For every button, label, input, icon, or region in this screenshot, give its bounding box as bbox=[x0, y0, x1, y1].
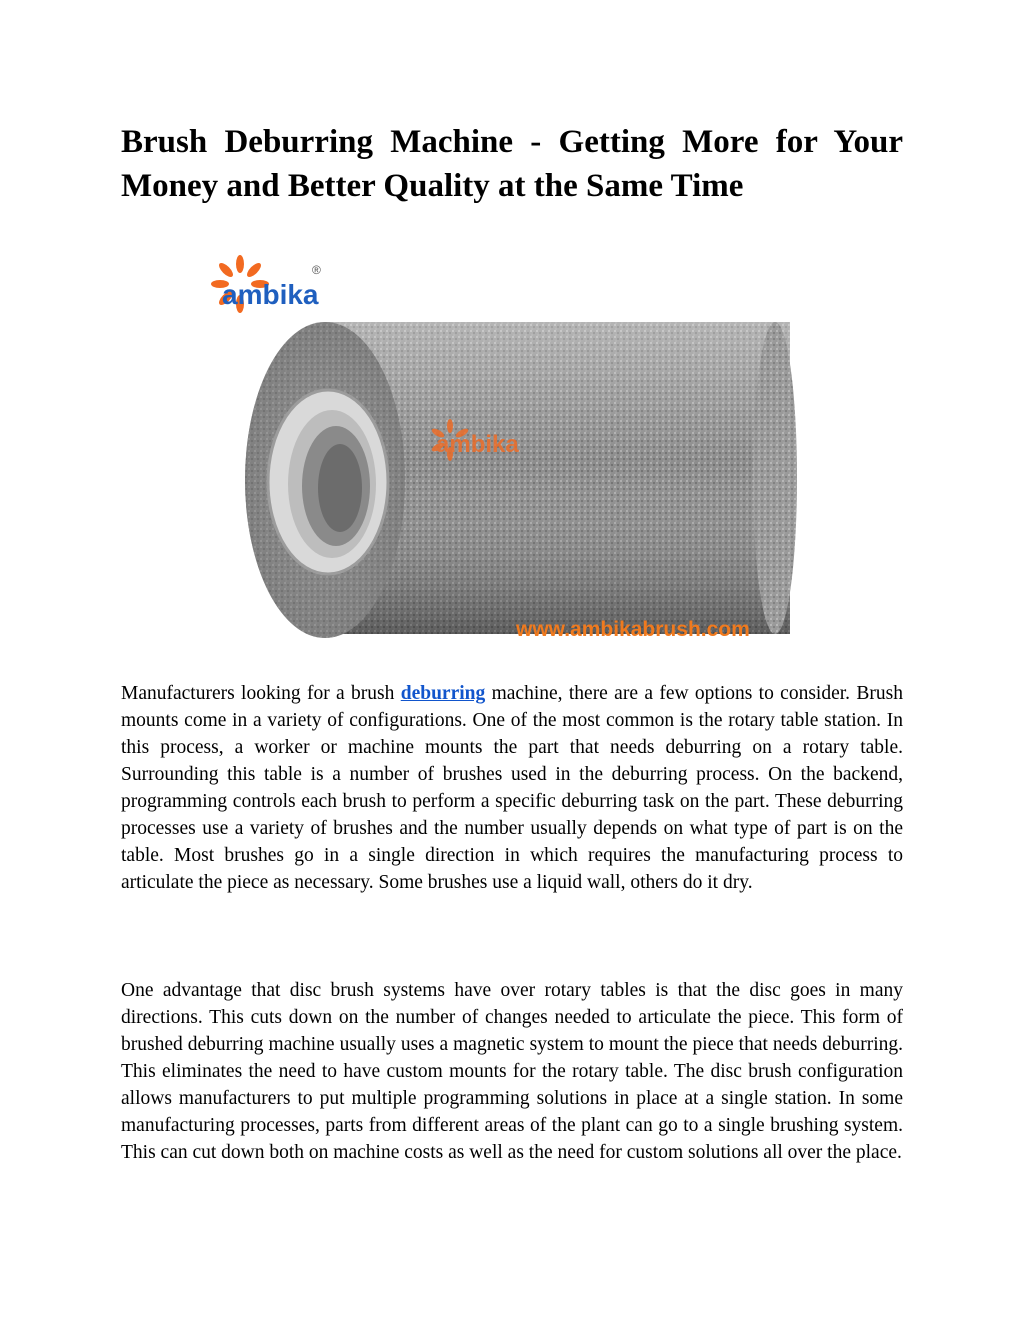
product-image bbox=[200, 252, 810, 652]
ambika-logo bbox=[211, 255, 321, 313]
paragraph-1-text-end: machine, there are a few options to consider. Brush mounts come in a variety of configurations. One of the most common is the rotary table station. In this process, a worker or machine mounts the part that needs deburring on a rotary table. Surrounding this table is a number of brushes used in the deburring process. On the backend, programming controls each brush to perform a specific deburring task on the part. These deburring processes use a variety of brushes and the number usually depends on what type of part is on the table. Most brushes go in a single direction in which requires the manufacturing process to articulate the piece as necessary. Some brushes use a liquid wall, others do it dry. bbox=[121, 683, 903, 893]
paragraph-2: One advantage that disc brush systems have over rotary tables is that the disc goes in many directions. This cuts down on the number of changes needed to articulate the piece. This form of brushed deburring machine usually uses a magnetic system to mount the piece that needs deburring. This eliminates the need to have custom mounts for the rotary table. The disc brush configuration allows manufacturers to put multiple programming solutions in place at a single station. In some manufacturing processes, parts from different areas of the plant can go to a single brushing system. This can cut down both on machine costs as well as the need for custom solutions all over the place. bbox=[121, 980, 903, 1163]
wire-brush-illustration bbox=[200, 252, 810, 652]
website-url: www.ambikabrush.com bbox=[516, 618, 750, 641]
svg-text:®: ® bbox=[312, 263, 321, 277]
paragraph-1 bbox=[121, 680, 903, 896]
svg-text:ambika: ambika bbox=[222, 279, 319, 310]
svg-text:ambika: ambika bbox=[436, 431, 519, 458]
page-title: Brush Deburring Machine - Getting More for Your Money and Better Quality at the Same Time bbox=[121, 124, 903, 204]
deburring-link[interactable]: deburring bbox=[400, 683, 486, 704]
paragraph-1-text-start: Manufacturers looking for a brush bbox=[121, 683, 401, 704]
